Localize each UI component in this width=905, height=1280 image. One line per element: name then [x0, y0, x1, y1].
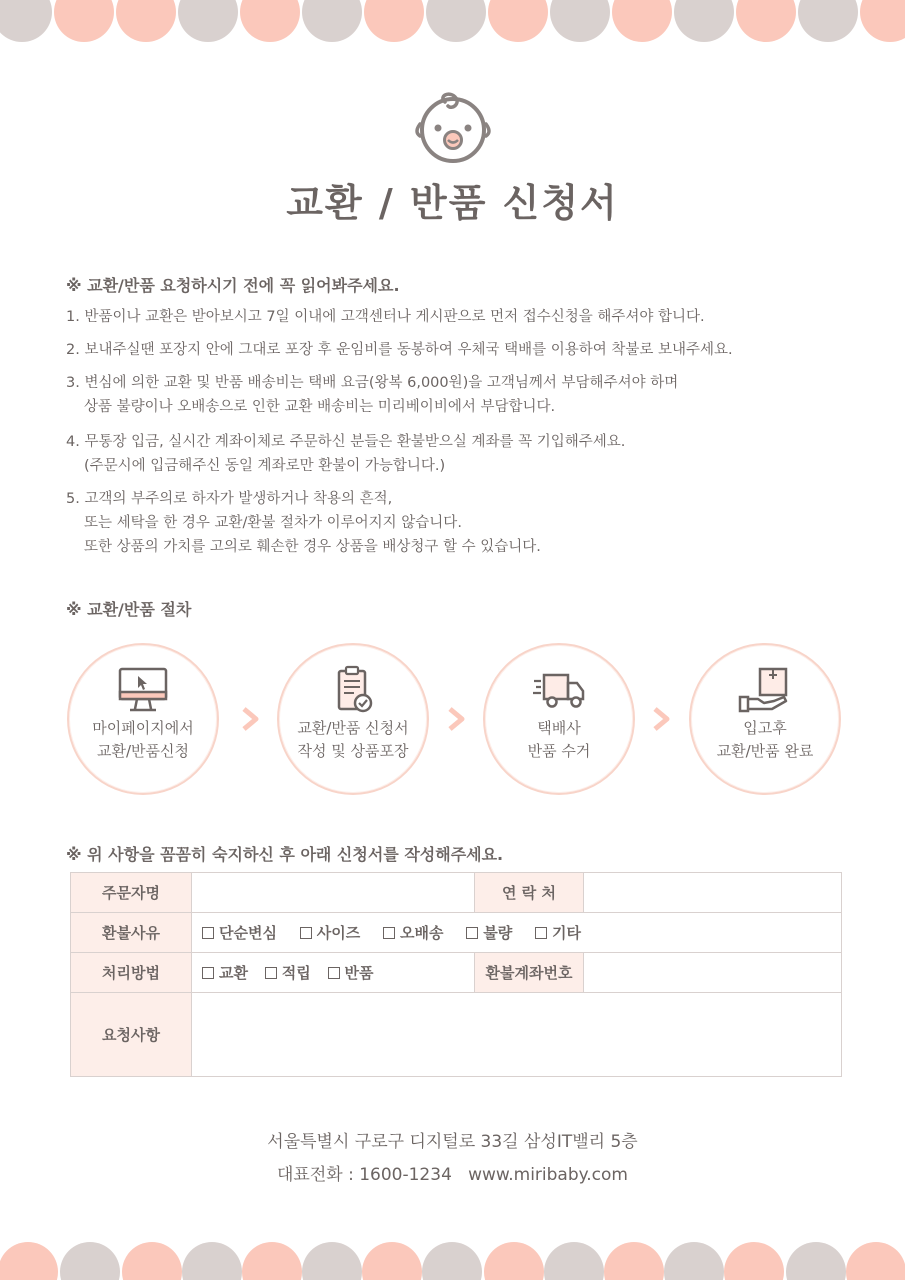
contact-field[interactable]	[584, 873, 842, 913]
monitor-icon	[116, 665, 170, 715]
baby-face-logo-icon	[412, 92, 494, 164]
process-step-2	[277, 643, 429, 795]
request-field[interactable]	[192, 993, 842, 1077]
chevron-right-icon	[240, 706, 262, 732]
application-form-table	[70, 872, 842, 1077]
notice-item: 2. 보내주실땐 포장지 안에 그대로 포장 후 운임비를 동봉하여 우체국 택배를 이용하여 착불로 보내주세요.	[66, 342, 733, 358]
chevron-right-icon	[446, 706, 468, 732]
notice-item: (주문시에 입금해주신 동일 계좌로만 환불이 가능합니다.)	[84, 458, 446, 474]
step-label: 작성 및 상품포장	[297, 742, 409, 760]
refund-reason-option[interactable]: 단순변심	[202, 922, 277, 943]
step-label: 입고후	[743, 719, 787, 737]
footer-phone: 대표전화 : 1600-1234 www.miribaby.com	[277, 1165, 628, 1185]
clipboard-icon	[326, 665, 380, 715]
refund-account-label: 환불계좌번호	[475, 953, 584, 993]
box-hand-icon	[738, 665, 792, 715]
step-label: 마이페이지에서	[92, 719, 194, 737]
process-step-3	[483, 643, 635, 795]
order-name-field[interactable]	[192, 873, 475, 913]
notice-item: 또한 상품의 가치를 고의로 훼손한 경우 상품을 배상청구 할 수 있습니다.	[84, 539, 541, 555]
footer-address: 서울특별시 구로구 디지털로 33길 삼성IT밸리 5층	[267, 1132, 638, 1152]
chevron-right-icon	[651, 706, 673, 732]
notice-heading: ※ 교환/반품 요청하시기 전에 꼭 읽어봐주세요.	[66, 276, 400, 295]
checkbox-icon[interactable]	[202, 927, 214, 939]
refund-reason-option[interactable]: 불량	[466, 922, 512, 943]
checkbox-icon[interactable]	[202, 967, 214, 979]
step-label: 택배사	[537, 719, 581, 737]
notice-item: 4. 무통장 입금, 실시간 계좌이체로 주문하신 분들은 환불받으실 계좌를 꼭 기입해주세요.	[66, 434, 626, 450]
checkbox-icon[interactable]	[466, 927, 478, 939]
contact-label: 연 락 처	[475, 873, 584, 913]
refund-reason-option[interactable]: 사이즈	[300, 922, 360, 943]
process-step-4	[689, 643, 841, 795]
process-method-label: 처리방법	[71, 953, 192, 993]
step-label: 반품 수거	[527, 742, 591, 760]
step-label: 교환/반품신청	[97, 742, 189, 760]
refund-reason-option[interactable]: 오배송	[383, 922, 443, 943]
checkbox-icon[interactable]	[300, 927, 312, 939]
refund-account-field[interactable]	[584, 953, 842, 993]
notice-item: 상품 불량이나 오배송으로 인한 교환 배송비는 미리베이비에서 부담합니다.	[84, 399, 556, 415]
notice-item: 5. 고객의 부주의로 하자가 발생하거나 착용의 흔적,	[66, 491, 393, 507]
page-title: 교환 / 반품 신청서	[286, 181, 619, 225]
checkbox-icon[interactable]	[328, 967, 340, 979]
order-name-label: 주문자명	[71, 873, 192, 913]
process-method-option[interactable]: 반품	[328, 962, 374, 983]
truck-icon	[532, 665, 586, 715]
refund-reason-options	[192, 913, 842, 953]
checkbox-icon[interactable]	[383, 927, 395, 939]
checkbox-icon[interactable]	[535, 927, 547, 939]
process-method-option[interactable]: 적립	[265, 962, 311, 983]
checkbox-icon[interactable]	[265, 967, 277, 979]
step-label: 교환/반품 신청서	[297, 719, 409, 737]
notice-item: 3. 변심에 의한 교환 및 반품 배송비는 택배 요금(왕복 6,000원)을 고객님께서 부담해주셔야 하며	[66, 375, 679, 391]
process-method-option[interactable]: 교환	[202, 962, 248, 983]
step-label: 교환/반품 완료	[716, 742, 814, 760]
form-heading: ※ 위 사항을 꼼꼼히 숙지하신 후 아래 신청서를 작성해주세요.	[66, 845, 504, 864]
notice-item: 1. 반품이나 교환은 받아보시고 7일 이내에 고객센터나 게시판으로 먼저 접수신청을 해주셔야 합니다.	[66, 309, 705, 325]
refund-reason-option[interactable]: 기타	[535, 922, 581, 943]
request-label: 요청사항	[71, 993, 192, 1077]
process-heading: ※ 교환/반품 절차	[66, 600, 192, 619]
notice-item: 또는 세탁을 한 경우 교환/환불 절차가 이루어지지 않습니다.	[84, 515, 462, 531]
bottom-scallop-border	[0, 1234, 905, 1280]
process-step-1	[67, 643, 219, 795]
process-method-options	[192, 953, 475, 993]
top-scallop-border	[0, 0, 905, 46]
refund-reason-label: 환불사유	[71, 913, 192, 953]
